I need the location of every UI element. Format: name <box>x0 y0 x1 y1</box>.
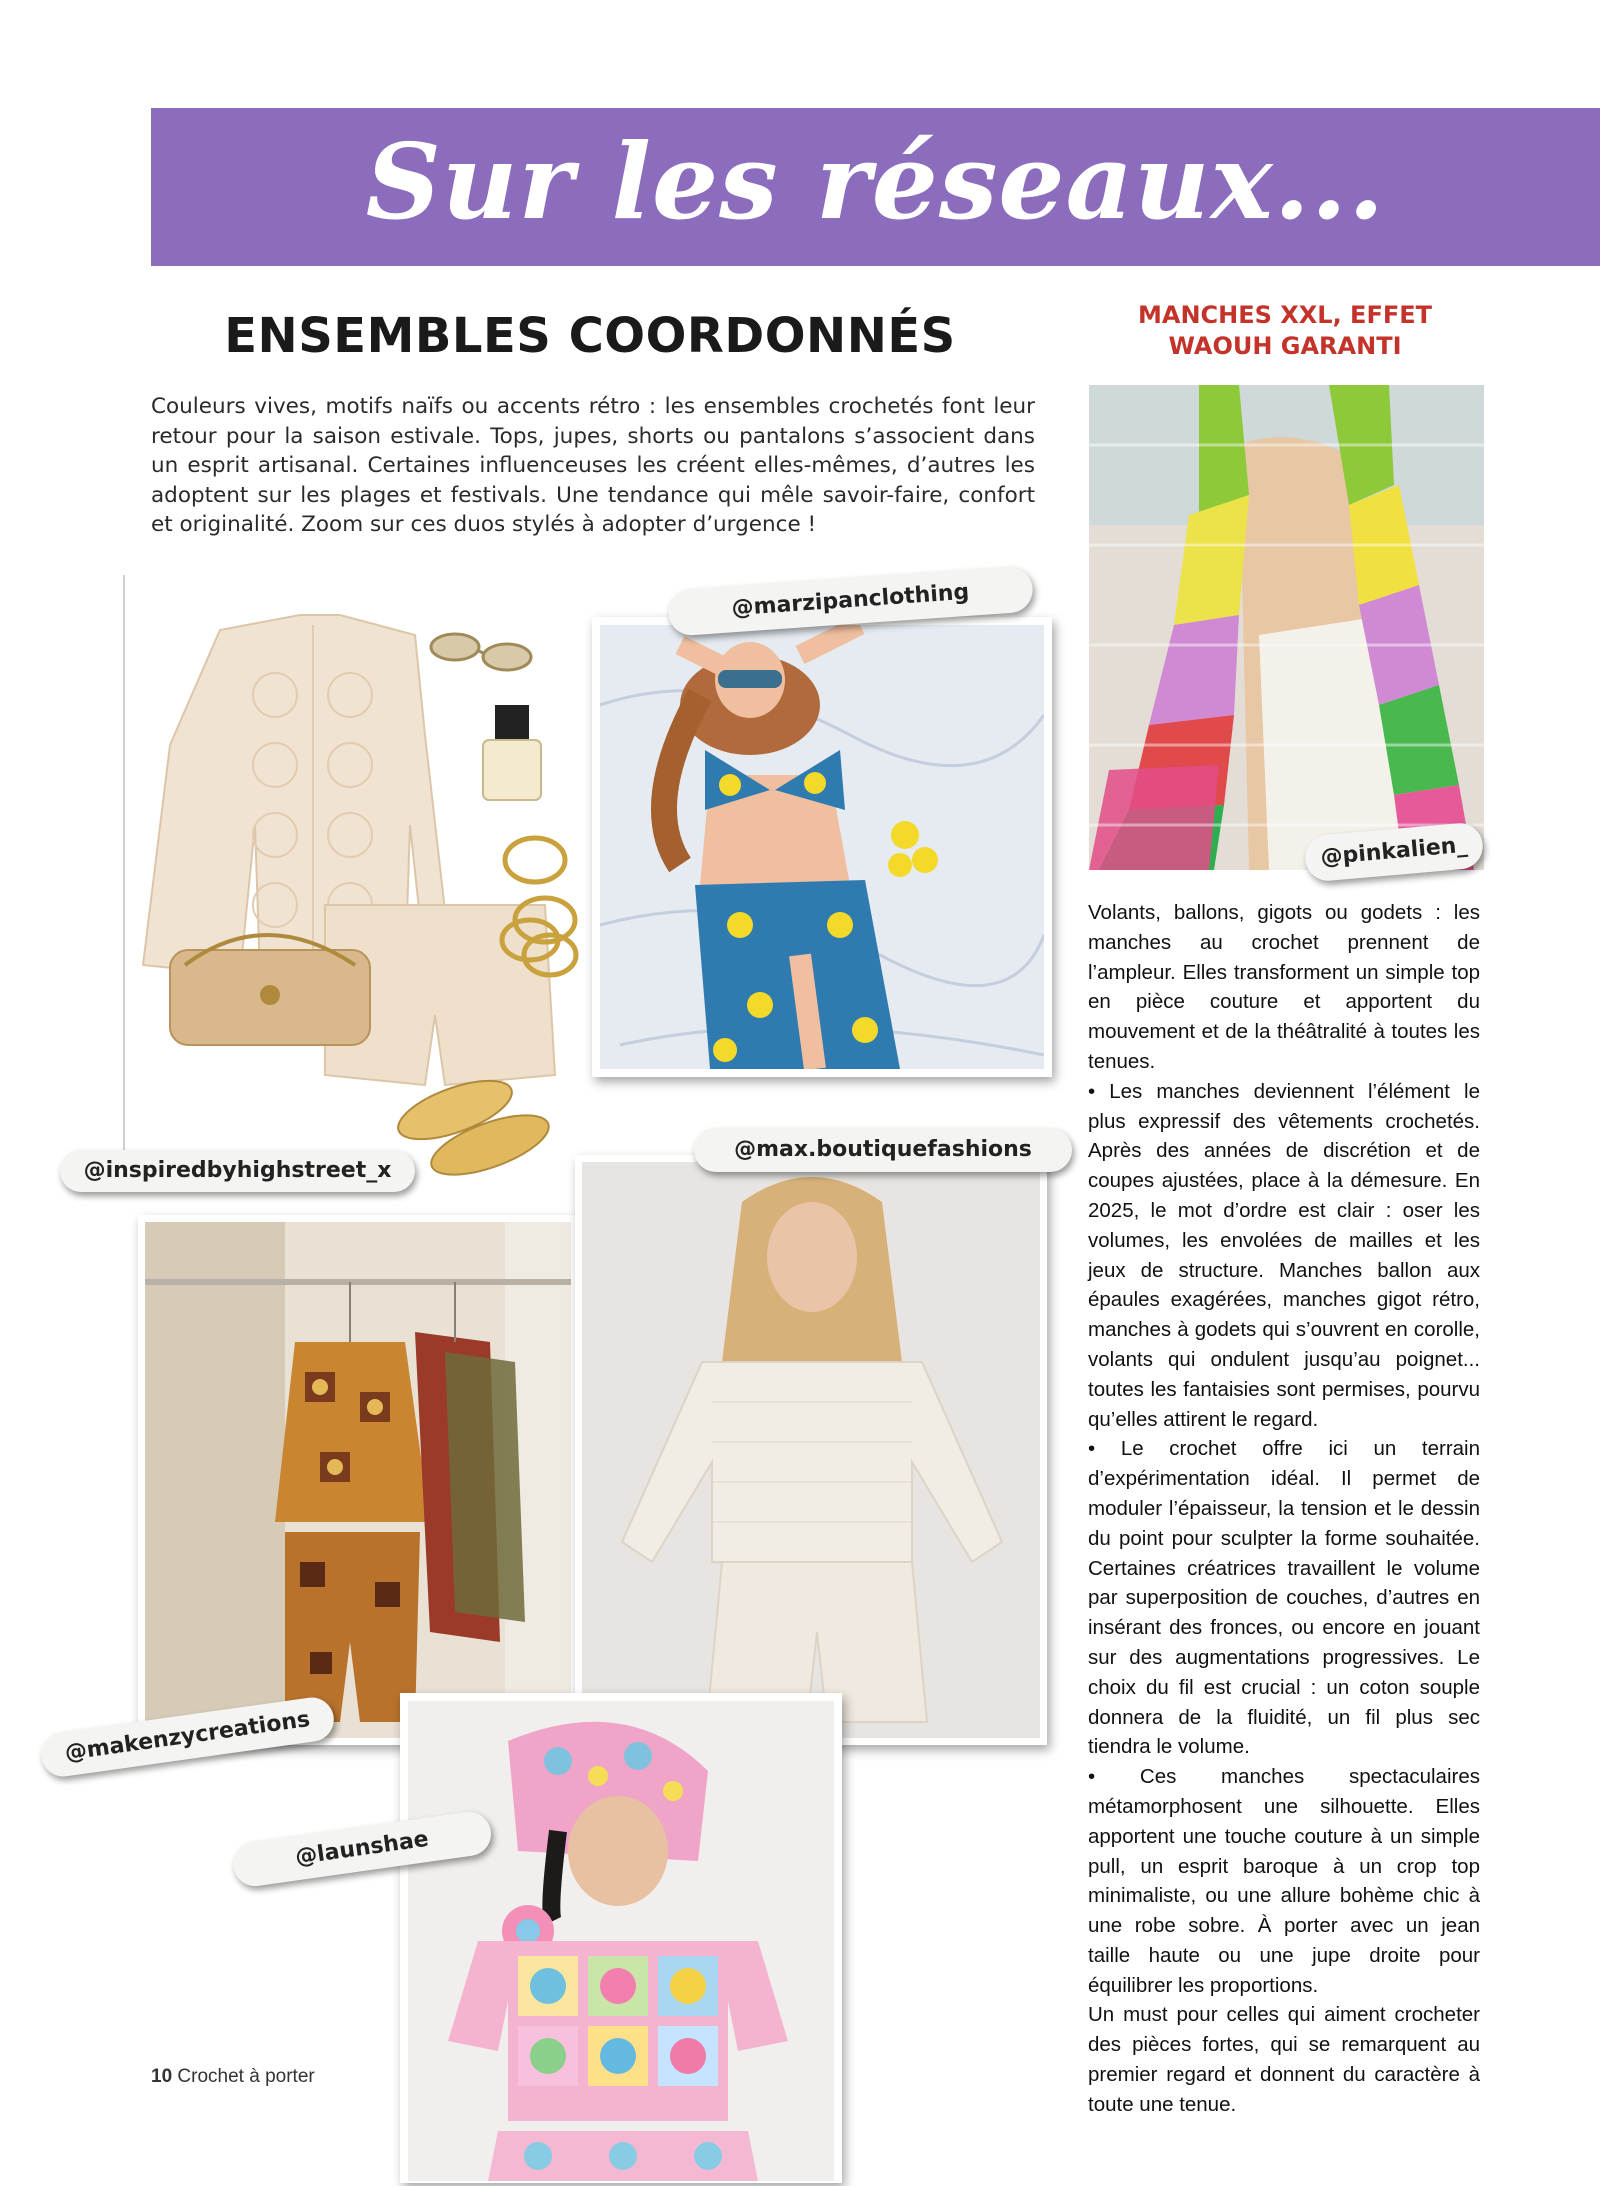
makenzy-photo-frame <box>138 1215 578 1745</box>
tag-launshae: @launshae <box>230 1809 494 1889</box>
xxl-sleeves-photo <box>1089 385 1484 870</box>
flatlay-photo <box>125 575 665 1185</box>
pinkalien-photo <box>1089 385 1484 870</box>
page-number: 10 <box>151 2066 173 2087</box>
marzipan-photo-frame <box>592 617 1052 1077</box>
hanging-crochet-sets-photo <box>145 1222 571 1738</box>
sidebar-paragraph: • Les manches deviennent l’élément le plus expressif des vêtements crochetés. Après des années de discrétion et de coupes ajustées, place à la démesure. En 2025, le mot d’ordre est clair : oser les volumes, les envolées de mailles et les jeux de structure. Manches ballon aux épaules exagérées, manches gigot rétro, manches à godets qui s’ouvrent en corolle, volants qui ondulent jusqu’au poignet... toutes les fantaisies sont permises, pourvu qu’elles attirent le regard. <box>1088 1079 1480 1431</box>
sidebar-text <box>1088 898 1480 2120</box>
sidebar-paragraph: Un must pour celles qui aiment crocheter des pièces fortes, qui se remarquent au premier regard et donnent du caractère à toute une tenue. <box>1088 2003 1480 2116</box>
intro-paragraph: Couleurs vives, motifs naïfs ou accents rétro : les ensembles crochetés font leur retour pour la saison estivale. Tops, jupes, shorts ou pantalons s’associent dans un esprit artisanal. Certaines influenceuses les créent elles-mêmes, d’autres les adoptent sur les plages et festivals. Une tendance qui mêle savoir-faire, confort et originalité. Zoom sur ces duos stylés à adopter d’urgence ! <box>151 394 1035 537</box>
launshae-photo-frame <box>400 1693 842 2183</box>
sidebar-paragraph: Volants, ballons, gigots ou godets : les manches au crochet prennent de l’ampleur. Elles transforment un simple top en pièce couture et apportent du mouvement et de la théâtralité à toutes les tenues. <box>1088 901 1480 1073</box>
section-heading: ENSEMBLES COORDONNÉS <box>224 308 956 364</box>
tag-pinkalien: @pinkalien_ <box>1303 821 1484 882</box>
page-title: Sur les réseaux... <box>365 120 1386 243</box>
flatlay-photo-frame <box>123 575 665 1185</box>
tag-inspiredbyhighstreet: @inspiredbyhighstreet_x <box>60 1150 415 1192</box>
max-photo-frame <box>575 1155 1047 1745</box>
granny-square-set-photo <box>408 1701 834 2181</box>
tag-max-boutiquefashions: @max.boutiquefashions <box>694 1128 1072 1172</box>
sidebar-heading: MANCHES XXL, EFFET WAOUH GARANTI <box>1138 301 1432 360</box>
page-footer <box>151 2066 315 2088</box>
white-knit-set-photo <box>582 1162 1040 1738</box>
beach-bikini-photo <box>600 625 1044 1069</box>
tag-marzipanclothing: @marzipanclothing <box>667 565 1034 636</box>
sidebar-paragraph: • Ces manches spectaculaires métamorphosent une silhouette. Elles apportent une touche couture à un simple pull, un esprit baroque à un crop top minimaliste, ou une allure bohème chic à une robe sobre. À porter avec un jean taille haute ou une jupe droite pour équilibrer les proportions. <box>1088 1765 1480 1997</box>
tag-makenzycreations: @makenzycreations <box>38 1695 336 1780</box>
magazine-name: Crochet à porter <box>177 2066 315 2087</box>
sidebar-paragraph: • Le crochet offre ici un terrain d’expérimentation idéal. Il permet de moduler l’épaisseur, la tension et le dessin du point pour sculpter la forme souhaitée. Certaines créatrices travaillent le volume par superposition de couches, d’autres en insérant des fronces, ou encore en jouant sur des augmentations progressives. Le choix du fil est crucial : un coton souple donnera de la fluidité, un fil plus sec tiendra le volume. <box>1088 1437 1480 1759</box>
